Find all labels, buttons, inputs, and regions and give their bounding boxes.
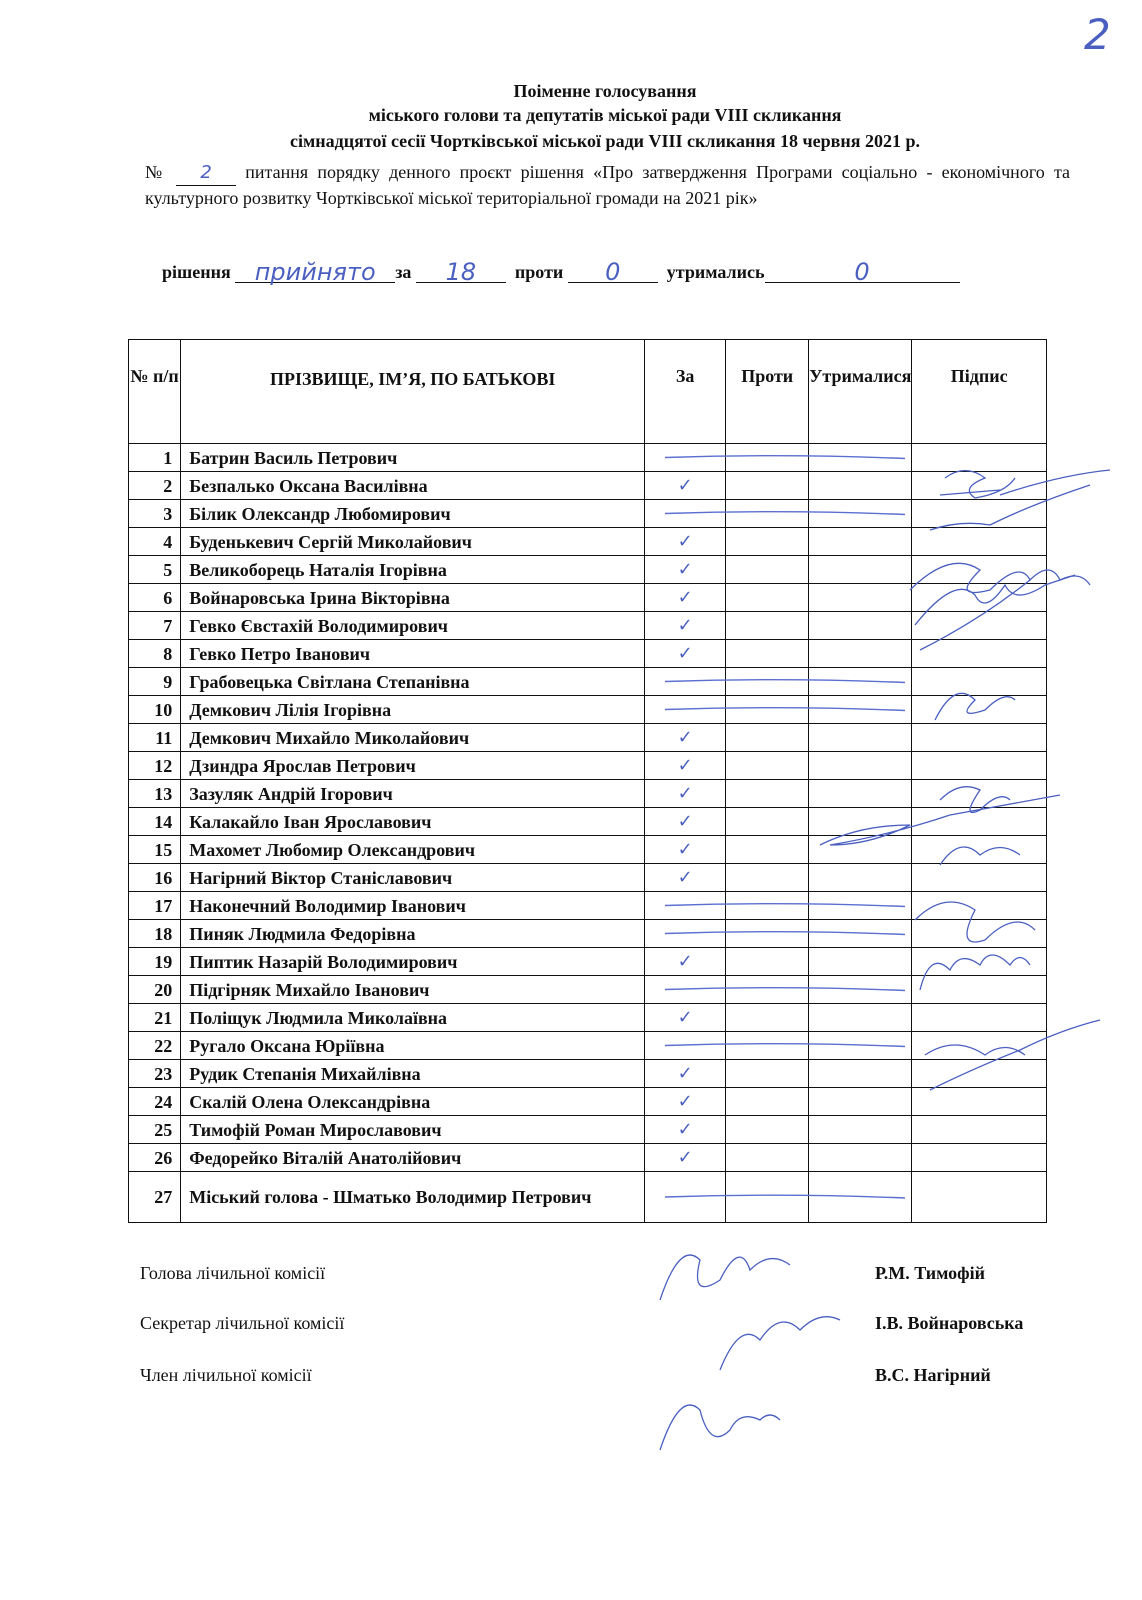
decision-line [162,258,960,286]
row-against [726,780,809,808]
table-row [129,976,1047,1004]
row-signature [912,1116,1047,1144]
abstained-value: 0 [854,258,870,286]
row-abstained [809,948,912,976]
abstained-field [765,258,960,286]
against-value: 0 [605,258,621,286]
row-name: Пиняк Людмила Федорівна [181,920,645,948]
table-header-row [129,340,1047,444]
row-for-mark: ✓ [645,528,726,556]
row-abstained [809,1088,912,1116]
row-signature [912,696,1047,724]
table-row [129,612,1047,640]
table-row [129,528,1047,556]
agenda-number-field [176,160,236,186]
row-for-mark [645,892,726,920]
col-header-signature: Підпис [912,340,1047,444]
row-for-mark: ✓ [645,1116,726,1144]
page-number: 2 [1084,10,1111,59]
row-for-mark [645,1172,726,1223]
table-row [129,1172,1047,1223]
row-name: Великоборець Наталія Ігорівна [181,556,645,584]
row-against [726,668,809,696]
row-abstained [809,1032,912,1060]
row-signature [912,640,1047,668]
row-number: 5 [129,556,181,584]
row-signature [912,808,1047,836]
row-for-mark [645,444,726,472]
agenda-number-prefix: № [145,162,167,182]
row-for-mark: ✓ [645,780,726,808]
table-row [129,668,1047,696]
row-signature [912,444,1047,472]
row-number: 2 [129,472,181,500]
row-signature [912,976,1047,1004]
row-name: Міський голова - Шматько Володимир Петрович [181,1172,645,1223]
row-number: 10 [129,696,181,724]
row-name: Ругало Оксана Юріївна [181,1032,645,1060]
row-signature [912,948,1047,976]
row-signature [912,724,1047,752]
row-signature [912,836,1047,864]
row-name: Безпалько Оксана Василівна [181,472,645,500]
row-name: Демкович Михайло Миколайович [181,724,645,752]
member-name: В.С. Нагірний [875,1365,991,1385]
row-signature [912,1004,1047,1032]
row-for-mark: ✓ [645,612,726,640]
row-signature [912,1060,1047,1088]
table-row [129,724,1047,752]
chair-role: Голова лічильної комісії [140,1263,326,1283]
row-number: 26 [129,1144,181,1172]
row-number: 22 [129,1032,181,1060]
row-for-mark: ✓ [645,1060,726,1088]
row-abstained [809,1116,912,1144]
row-number: 4 [129,528,181,556]
row-signature [912,752,1047,780]
row-against [726,1060,809,1088]
row-against [726,808,809,836]
row-for-mark: ✓ [645,1144,726,1172]
row-against [726,724,809,752]
row-abstained [809,808,912,836]
agenda-number-value: 2 [200,162,212,183]
row-number: 20 [129,976,181,1004]
row-signature [912,892,1047,920]
row-abstained [809,1144,912,1172]
row-against [726,1116,809,1144]
row-name: Калакайло Іван Ярославович [181,808,645,836]
row-number: 1 [129,444,181,472]
row-against [726,892,809,920]
row-abstained [809,1004,912,1032]
row-name: Пиптик Назарій Володимирович [181,948,645,976]
row-name: Рудик Степанія Михайлівна [181,1060,645,1088]
row-abstained [809,1172,912,1223]
table-row [129,1060,1047,1088]
row-abstained [809,724,912,752]
row-abstained [809,584,912,612]
row-signature [912,1088,1047,1116]
member-role: Член лічильної комісії [140,1365,312,1385]
col-header-for: За [645,340,726,444]
table-row [129,640,1047,668]
row-signature [912,556,1047,584]
row-abstained [809,976,912,1004]
row-abstained [809,920,912,948]
row-against [726,1088,809,1116]
roll-call-table [128,339,1047,1223]
row-against [726,1032,809,1060]
row-for-mark: ✓ [645,584,726,612]
decision-label: рішення [162,262,231,282]
row-number: 9 [129,668,181,696]
table-row [129,696,1047,724]
row-against [726,836,809,864]
row-for-mark [645,1032,726,1060]
agenda-item [145,160,1070,211]
row-name: Наконечний Володимир Іванович [181,892,645,920]
row-number: 14 [129,808,181,836]
row-name: Буденькевич Сергій Миколайович [181,528,645,556]
row-number: 24 [129,1088,181,1116]
row-against [726,584,809,612]
row-number: 13 [129,780,181,808]
for-label: за [395,262,412,282]
row-abstained [809,892,912,920]
row-against [726,948,809,976]
table-row [129,836,1047,864]
row-signature [912,584,1047,612]
row-name: Демкович Лілія Ігорівна [181,696,645,724]
row-for-mark: ✓ [645,472,726,500]
table-row [129,472,1047,500]
row-against [726,976,809,1004]
for-field [416,258,506,286]
row-name: Гевко Петро Іванович [181,640,645,668]
row-number: 12 [129,752,181,780]
row-name: Махомет Любомир Олександрович [181,836,645,864]
table-row [129,1004,1047,1032]
table-row [129,556,1047,584]
col-header-abstained: Утрималися [809,340,912,444]
row-for-mark [645,500,726,528]
row-for-mark: ✓ [645,556,726,584]
row-number: 25 [129,1116,181,1144]
row-abstained [809,640,912,668]
row-abstained [809,864,912,892]
row-against [726,556,809,584]
row-signature [912,1172,1047,1223]
row-number: 7 [129,612,181,640]
row-name: Поліщук Людмила Миколаївна [181,1004,645,1032]
row-name: Войнаровська Ірина Вікторівна [181,584,645,612]
row-for-mark [645,668,726,696]
row-name: Скалій Олена Олександрівна [181,1088,645,1116]
row-number: 8 [129,640,181,668]
row-for-mark [645,696,726,724]
row-signature [912,780,1047,808]
row-signature [912,1144,1047,1172]
table-row [129,752,1047,780]
row-number: 27 [129,1172,181,1223]
row-signature [912,920,1047,948]
row-number: 19 [129,948,181,976]
row-name: Дзиндра Ярослав Петрович [181,752,645,780]
row-against [726,920,809,948]
row-against [726,864,809,892]
row-abstained [809,612,912,640]
row-abstained [809,528,912,556]
table-row [129,1088,1047,1116]
col-header-number: № п/п [129,340,181,444]
row-for-mark: ✓ [645,640,726,668]
row-signature [912,1032,1047,1060]
row-for-mark: ✓ [645,752,726,780]
row-for-mark: ✓ [645,948,726,976]
row-against [726,1004,809,1032]
secretary-role: Секретар лічильної комісії [140,1313,345,1333]
table-row [129,1032,1047,1060]
for-value: 18 [445,258,477,286]
table-row [129,444,1047,472]
row-abstained [809,500,912,528]
table-row [129,1116,1047,1144]
row-signature [912,500,1047,528]
row-against [726,696,809,724]
row-for-mark [645,976,726,1004]
table-row [129,948,1047,976]
row-number: 21 [129,1004,181,1032]
row-abstained [809,780,912,808]
table-row [129,808,1047,836]
row-against [726,444,809,472]
title-line-2: міського голови та депутатів міської ради VIII скликання [368,105,842,125]
decision-value: прийнято [254,258,376,286]
decision-field [235,258,395,286]
row-number: 3 [129,500,181,528]
against-label: проти [514,262,564,282]
row-number: 18 [129,920,181,948]
row-abstained [809,668,912,696]
row-name: Батрин Василь Петрович [181,444,645,472]
col-header-against: Проти [726,340,809,444]
row-abstained [809,752,912,780]
row-name: Білик Олександр Любомирович [181,500,645,528]
row-abstained [809,472,912,500]
table-row [129,1144,1047,1172]
row-number: 16 [129,864,181,892]
row-for-mark: ✓ [645,864,726,892]
row-number: 11 [129,724,181,752]
col-header-name: ПРІЗВИЩЕ, ІМ’Я, ПО БАТЬКОВІ [181,340,645,444]
row-name: Підгірняк Михайло Іванович [181,976,645,1004]
row-name: Зазуляк Андрій Ігорович [181,780,645,808]
table-row [129,584,1047,612]
table-row [129,864,1047,892]
row-for-mark: ✓ [645,808,726,836]
row-abstained [809,1060,912,1088]
row-against [726,500,809,528]
row-abstained [809,444,912,472]
row-number: 23 [129,1060,181,1088]
row-against [726,528,809,556]
table-row [129,892,1047,920]
row-for-mark: ✓ [645,1004,726,1032]
row-for-mark: ✓ [645,836,726,864]
row-for-mark: ✓ [645,724,726,752]
row-name: Гевко Євстахій Володимирович [181,612,645,640]
against-field [568,258,658,286]
row-for-mark [645,920,726,948]
row-against [726,1144,809,1172]
agenda-text: питання порядку денного проєкт рішення «Про затвердження Програми соціально - економічного та культурного розвитку Чортківської міської територіальної громади на 2021 рік» [145,162,1071,208]
commission-signatures [660,1255,840,1450]
row-against [726,640,809,668]
row-name: Тимофій Роман Мирославович [181,1116,645,1144]
table-row [129,780,1047,808]
title-line-3: сімнадцятої сесії Чортківської міської ради VIII скликання 18 червня 2021 р. [290,131,920,151]
row-signature [912,472,1047,500]
row-for-mark: ✓ [645,1088,726,1116]
chair-name: Р.М. Тимофій [875,1263,986,1283]
row-against [726,752,809,780]
title-line-1: Поіменне голосування [513,81,697,101]
row-number: 17 [129,892,181,920]
row-number: 15 [129,836,181,864]
table-row [129,920,1047,948]
row-name: Федорейко Віталій Анатолійович [181,1144,645,1172]
row-signature [912,668,1047,696]
abstained-label: утримались [666,262,765,282]
row-against [726,612,809,640]
row-signature [912,528,1047,556]
row-abstained [809,836,912,864]
row-against [726,1172,809,1223]
row-name: Нагірний Віктор Станіславович [181,864,645,892]
row-abstained [809,696,912,724]
table-row [129,500,1047,528]
row-signature [912,864,1047,892]
row-number: 6 [129,584,181,612]
row-name: Грабовецька Світлана Степанівна [181,668,645,696]
row-abstained [809,556,912,584]
row-signature [912,612,1047,640]
row-against [726,472,809,500]
secretary-name: І.В. Войнаровська [875,1313,1024,1333]
